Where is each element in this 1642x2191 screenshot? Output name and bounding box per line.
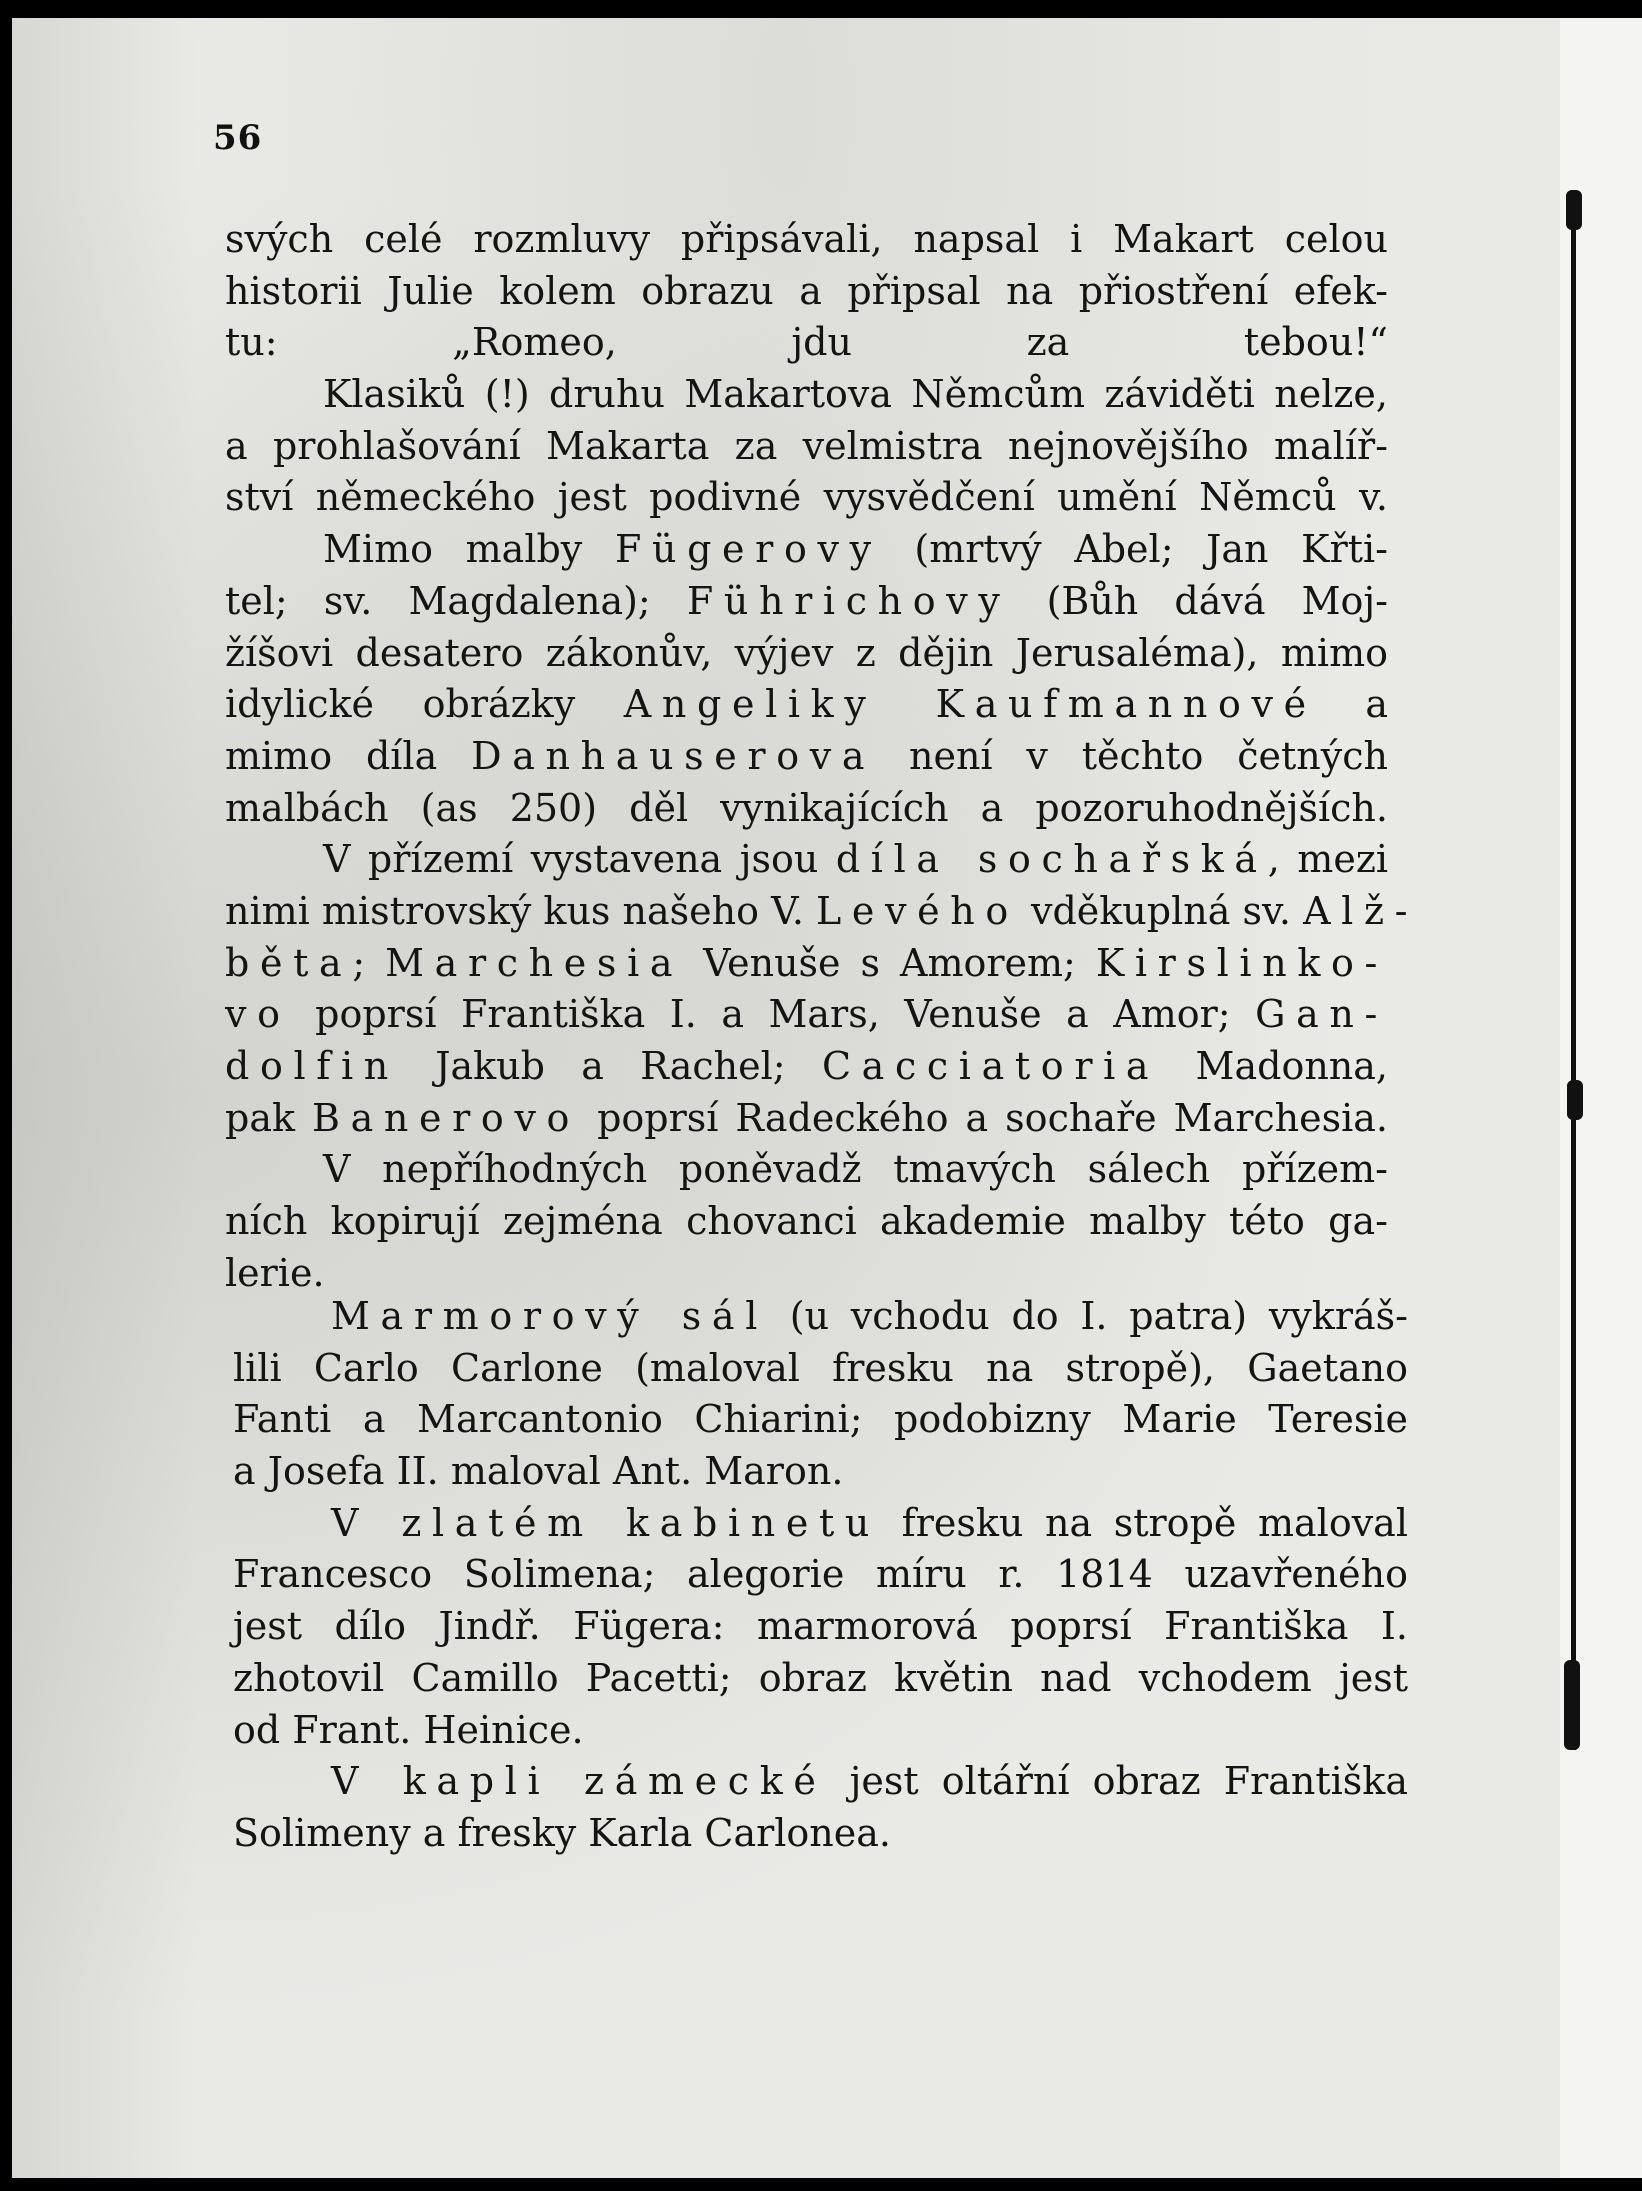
text-line [225, 989, 1388, 1041]
spaced-emphasis: Fügerovy [614, 527, 882, 572]
text-line [233, 1291, 1408, 1343]
text-line [225, 1144, 1388, 1196]
text-run: idylické obrázky [225, 682, 624, 727]
text-run: svých celé rozmluvy připsávali, napsal i Makart celou [225, 217, 1388, 261]
spine-mark [1564, 1660, 1580, 1750]
text-line [225, 1041, 1388, 1093]
text-line [233, 1343, 1408, 1395]
text-line [233, 1601, 1408, 1653]
text-run: Venuše s Amorem; [683, 940, 1096, 985]
text-run: (mrtvý Abel; Jan Křti- [881, 527, 1388, 572]
text-run: (u vchodu do I. patra) vykráš- [768, 1294, 1408, 1338]
text-run: není v těchto četných [875, 733, 1388, 778]
text-run: (Bůh dává Moj- [1010, 578, 1389, 623]
text-run: poprsí Františka I. a Mars, Venuše a Amor; [290, 992, 1256, 1037]
spaced-emphasis: Marchesia [385, 940, 684, 985]
spaced-emphasis: vo [225, 992, 291, 1037]
text-run: Jakub a Rachel; [398, 1044, 822, 1088]
text-run: Fanti a Marcantonio Chiarini; podobizny Marie Teresie [233, 1397, 1408, 1442]
text-line [233, 1549, 1408, 1601]
spaced-emphasis: Danhauserova [471, 733, 876, 778]
text-run: tel; sv. Magdalena); [225, 578, 687, 623]
text-run: a [1316, 682, 1389, 727]
text-line [225, 266, 1388, 318]
text-run: ství německého jest podivné vysvědčení umění Němců v. [225, 475, 1388, 520]
text-line [225, 524, 1388, 576]
spaced-emphasis: Levého [816, 888, 1019, 933]
text-line [225, 317, 1388, 369]
text-run: ; [352, 940, 386, 985]
text-run: a Josefa II. maloval Ant. Maron. [233, 1449, 844, 1494]
text-run: Klasiků (!) druhu Makartova Němcům záviděti nelze, [323, 372, 1388, 417]
spaced-emphasis: V kapli zámecké [331, 1759, 827, 1804]
text-run: žíšovi desatero zákonův, výjev z dějin Jerusaléma), mimo [225, 630, 1388, 675]
spine-mark [1566, 190, 1582, 230]
text-run: vděkuplná sv. [1018, 888, 1304, 933]
text-run: pak [225, 1095, 313, 1140]
text-run: a prohlašování Makarta za velmistra nejnovějšího malíř- [225, 423, 1388, 468]
text-line [225, 472, 1388, 524]
text-run: Francesco Solimena; alegorie míru r. 1814 uzavřeného [233, 1552, 1408, 1597]
text-line [225, 421, 1388, 473]
text-run: V nepříhodných poněvadž tmavých sálech přízem- [323, 1147, 1388, 1192]
text-run: poprsí Radeckého a sochaře Marchesia. [580, 1095, 1388, 1140]
spaced-emphasis: V zlatém kabinetu [331, 1500, 881, 1545]
spine-mark [1567, 1080, 1583, 1120]
text-run: mimo díla [225, 733, 472, 778]
text-run: jest dílo Jindř. Fügera: marmorová poprsí Františka I. [233, 1604, 1408, 1649]
book-spine-shadow [1571, 190, 1576, 1750]
text-run: historii Julie kolem obrazu a připsal na přiostření efek- [225, 268, 1388, 313]
text-run: lerie. [225, 1250, 325, 1295]
spaced-emphasis: Angeliky Kaufmannové [623, 682, 1317, 727]
text-line [225, 938, 1388, 990]
text-run: lili Carlo Carlone (maloval fresku na stropě), Gaetano [233, 1345, 1408, 1390]
text-run: malbách (as 250) děl vynikajících a pozoruhodnějších. [225, 785, 1388, 830]
paragraphs-upper [225, 214, 1419, 1299]
spaced-emphasis: Cacciatoria [821, 1044, 1160, 1088]
text-run: Mimo malby [323, 527, 615, 572]
text-line [233, 1653, 1408, 1705]
text-line [225, 1093, 1388, 1145]
spaced-emphasis: Banerovo [312, 1095, 581, 1140]
text-run: V přízemí vystavena jsou [323, 837, 836, 882]
text-line [225, 834, 1388, 886]
text-line [225, 731, 1388, 783]
text-line [233, 1394, 1408, 1446]
text-run: od Frant. Heinice. [233, 1707, 584, 1752]
spaced-emphasis: díla sochařská [835, 837, 1268, 882]
text-line [225, 369, 1388, 421]
text-line [233, 1756, 1408, 1808]
text-line [233, 1705, 1408, 1757]
spaced-emphasis: Marmorový sál [331, 1294, 768, 1338]
spaced-emphasis: běta [225, 940, 353, 985]
spaced-emphasis: dolfin [225, 1044, 399, 1088]
text-line [225, 1196, 1388, 1248]
spaced-emphasis: Alž- [1303, 888, 1419, 933]
text-line [233, 1446, 1408, 1498]
text-line [225, 628, 1388, 680]
spaced-emphasis: Führichovy [686, 578, 1011, 623]
text-line [225, 783, 1388, 835]
text-run: jest oltářní obraz Františka [826, 1759, 1408, 1804]
text-line [225, 886, 1419, 938]
text-run: Solimeny a fresky Karla Carlonea. [233, 1810, 892, 1855]
text-line [225, 576, 1388, 628]
spaced-emphasis: Gan- [1255, 992, 1388, 1037]
text-line [225, 679, 1388, 731]
spaced-emphasis: Kirslinko- [1095, 940, 1388, 985]
text-run: nimi mistrovský kus našeho V. [225, 888, 817, 933]
text-run: , mezi [1267, 837, 1389, 882]
text-run: tu: „Romeo, jdu za tebou!“ [225, 320, 1388, 365]
text-line [225, 214, 1388, 266]
text-run: Madonna, [1159, 1044, 1389, 1088]
text-run: fresku na stropě maloval [880, 1500, 1408, 1545]
page-number: 56 [213, 118, 263, 158]
text-run: zhotovil Camillo Pacetti; obraz květin nad vchodem jest [233, 1655, 1408, 1700]
text-line [233, 1498, 1408, 1550]
text-line [233, 1808, 1408, 1860]
paragraphs-lower [233, 1291, 1408, 1860]
text-run: ních kopirují zejména chovanci akademie malby této ga- [225, 1199, 1388, 1244]
